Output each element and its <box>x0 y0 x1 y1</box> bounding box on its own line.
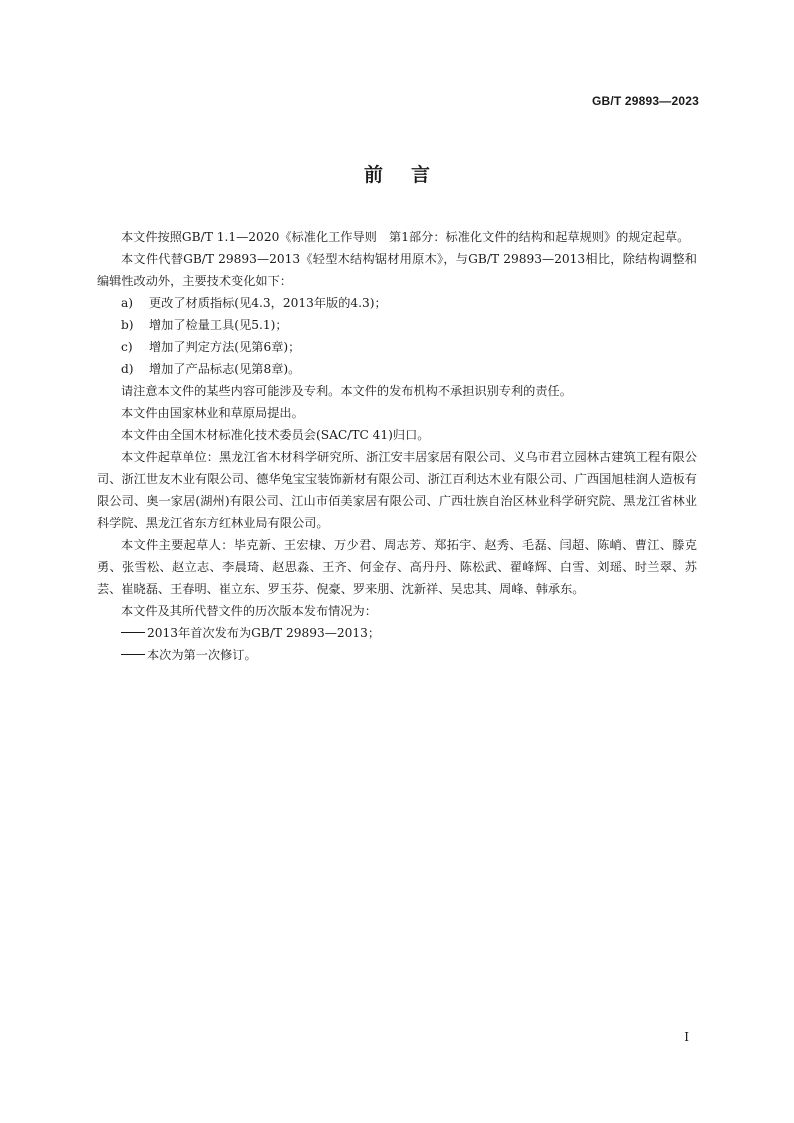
list-item-text: 更改了材质指标(见4.3，2013年版的4.3)； <box>149 296 387 310</box>
list-item-text: 增加了检量工具(见5.1)； <box>149 318 288 332</box>
list-marker: b) <box>121 318 134 332</box>
page-title: 前言 <box>363 164 458 186</box>
list-item-text: 增加了产品标志(见第8章)。 <box>149 362 301 376</box>
paragraph-replacement: 本文件代替GB/T 29893—2013《轻型木结构锯材用原木》，与GB/T 29893—2013相比，除结构调整和编辑性改动外，主要技术变化如下： <box>97 252 697 288</box>
paragraph-proposer: 本文件由国家林业和草原局提出。 <box>121 406 304 420</box>
foreword-body <box>97 226 697 666</box>
paragraph-drafting-rules: 本文件按照GB/T 1.1—2020《标准化工作导则 第1部分：标准化文件的结构和起草规则》的规定起草。 <box>121 230 690 244</box>
list-item-text: 增加了判定方法(见第6章)； <box>149 340 301 354</box>
paragraph-drafting-units: 本文件起草单位：黑龙江省木材科学研究所、浙江安丰居家居有限公司、义乌市君立园林古建筑工程有限公司、浙江世友木业有限公司、德华兔宝宝装饰新材有限公司、浙江百利达木业有限公司、广西国旭桂润人造板有限公司、奥一家居(湖州)有限公司、江山市佰美家居有限公司、广西壮族自治区林业科学研究院、黑龙江省林业科学院、黑龙江省东方红林业局有限公司。 <box>97 450 697 530</box>
list-item-change-b <box>97 314 697 336</box>
list-item-change-c <box>97 336 697 358</box>
paragraph-drafters: 本文件主要起草人：毕克新、王宏棣、万少君、周志芳、郑拓宇、赵秀、毛磊、闫超、陈峭、曹江、滕克勇、张雪松、赵立志、李晨琦、赵思淼、王齐、何金存、高丹丹、陈松武、翟峰辉、白雪、刘瑶、时兰翠、苏芸、崔晓磊、王春明、崔立东、罗玉芬、倪豪、罗来朋、沈新祥、吴忠其、周峰、韩承东。 <box>97 538 697 596</box>
list-marker: d) <box>121 362 134 376</box>
history-item-text: 本次为第一次修订。 <box>147 648 257 662</box>
list-item-change-a <box>97 292 697 314</box>
list-marker: c) <box>121 340 133 354</box>
list-marker: a) <box>121 296 134 310</box>
history-item-text: 2013年首次发布为GB/T 29893—2013； <box>147 626 381 640</box>
standard-number: GB/T 29893—2023 <box>591 94 699 108</box>
paragraph-version-history: 本文件及其所代替文件的历次版本发布情况为： <box>121 604 377 618</box>
em-dash-mark <box>121 632 145 633</box>
paragraph-committee: 本文件由全国木材标准化技术委员会(SAC/TC 41)归口。 <box>121 428 430 442</box>
page-number: I <box>684 1030 689 1044</box>
em-dash-mark <box>121 654 145 655</box>
paragraph-patent-notice: 请注意本文件的某些内容可能涉及专利。本文件的发布机构不承担识别专利的责任。 <box>121 384 572 398</box>
history-item-first-release <box>97 622 697 644</box>
list-item-change-d <box>97 358 697 380</box>
history-item-current-revision <box>97 644 697 666</box>
